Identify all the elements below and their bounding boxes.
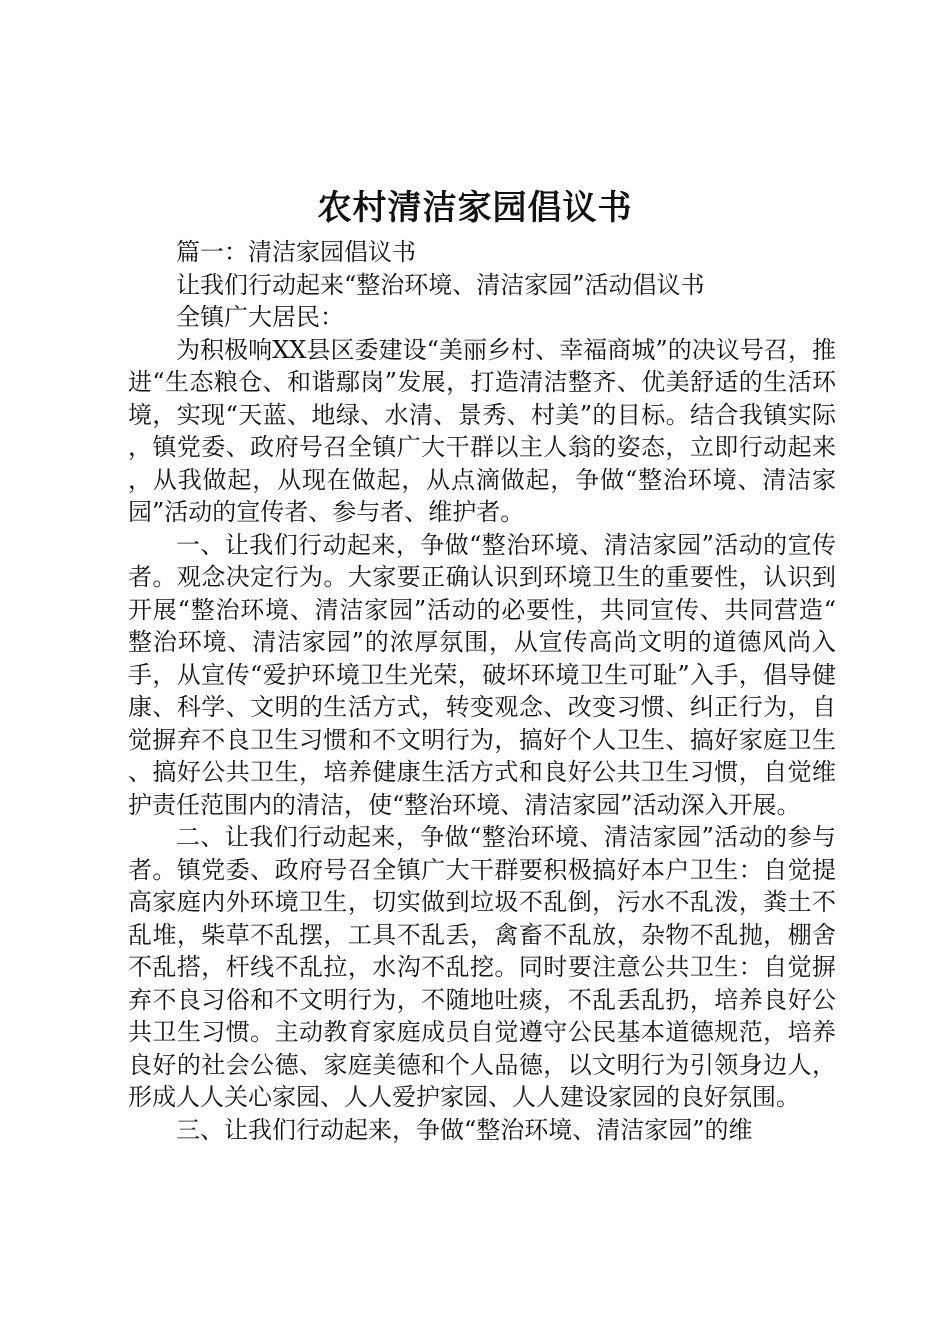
point-one-paragraph: 一、让我们行动起来，争做“整治环境、清洁家园”活动的宣传者。观念决定行为。大家要正确认识到环境卫生的重要性，认识到开展“整治环境、清洁家园”活动的必要性，共同宣传、共同营造“整治环境、清洁家园”的浓厚氛围，从宣传高尚文明的道德风尚入手，从宣传“爱护环境卫生光荣，破坏环境卫生可耻”入手，倡导健康、科学、文明的生活方式，转变观念、改变习惯、纠正行为，自觉摒弃不良卫生习惯和不文明行为，搞好个人卫生、搞好家庭卫生、搞好公共卫生，培养健康生活方式和良好公共卫生习惯，自觉维护责任范围内的清洁，使“整治环境、清洁家园”活动深入开展。 [128,530,836,819]
point-three-paragraph: 三、让我们行动起来，争做“整治环境、清洁家园”的维 [176,1115,753,1144]
point-two-paragraph: 二、让我们行动起来，争做“整治环境、清洁家园”活动的参与者。镇党委、政府号召全镇广大干群要积极搞好本户卫生：自觉提高家庭内外环境卫生，切实做到垃圾不乱倒，污水不乱泼，粪土不乱堆，柴草不乱摆，工具不乱丢，禽畜不乱放，杂物不乱抛，棚舍不乱搭，杆线不乱拉，水沟不乱挖。同时要注意公共卫生：自觉摒弃不良习俗和不文明行为，不随地吐痰，不乱丢乱扔，培养良好公共卫生习惯。主动教育家庭成员自觉遵守公民基本道德规范，培养良好的社会公德、家庭美德和个人品德，以文明行为引领身边人，形成人人关心家园、人人爱护家园、人人建设家园的良好氛围。 [128,823,836,1111]
proposal-heading: 让我们行动起来“整治环境、清洁家园”活动倡议书 [176,270,705,299]
document-body [128,236,836,1146]
intro-paragraph: 为积极响XX县区委建设“美丽乡村、幸福商城”的决议号召，推进“生态粮仓、和谐鄢岗”发展，打造清洁整齐、优美舒适的生活环境，实现“天蓝、地绿、水清、景秀、村美”的目标。结合我镇实际，镇党委、政府号召全镇广大干群以主人翁的姿态，立即行动起来，从我做起，从现在做起，从点滴做起，争做“整治环境、清洁家园”活动的宣传者、参与者、维护者。 [128,335,836,526]
salutation: 全镇广大居民： [176,303,344,331]
document-title: 农村清洁家园倡议书 [317,188,633,228]
section-heading: 篇一：清洁家园倡议书 [176,238,416,266]
